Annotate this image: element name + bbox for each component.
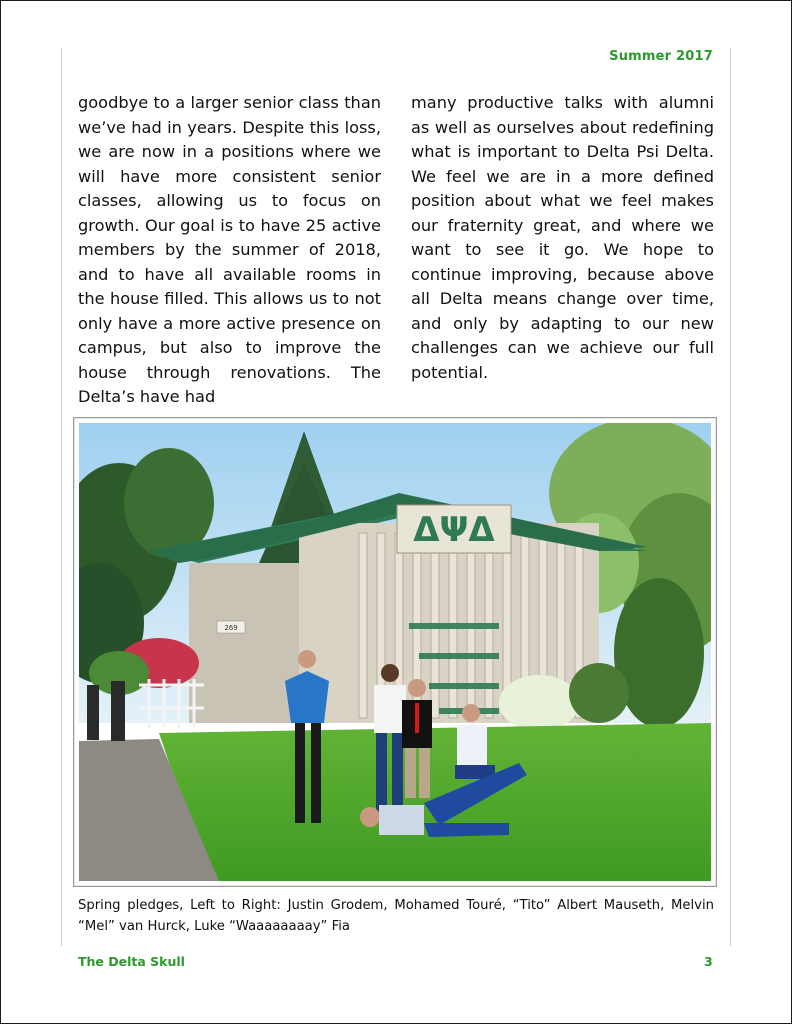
fraternity-house-photo: [79, 423, 711, 881]
right-margin-rule: [730, 48, 731, 946]
publication-name: The Delta Skull: [78, 954, 185, 969]
page-number: 3: [704, 954, 713, 969]
left-margin-rule: [61, 48, 62, 946]
house-number: 269: [224, 624, 238, 632]
photo-frame: [73, 417, 717, 887]
article-column-right: many productive talks with alumni as well as ourselves about redefining what is important to Delta Psi Delta. We feel we are in a more defined position about what we feel makes our fraternity great, and where we want to see it go. We hope to continue improving, because above all Delta means change over time, and only by adapting to our new challenges can we achieve our full potential.: [411, 93, 714, 382]
photo-caption: Spring pledges, Left to Right: Justin Grodem, Mohamed Touré, “Tito” Albert Mauseth, Melvin “Mel” van Hurck, Luke “Waaaaaaaay” Fia: [78, 898, 714, 934]
sign-letters: ΔΨΔ: [413, 510, 495, 550]
article-column-left: goodbye to a larger senior class than we’ve had in years. Despite this loss, we are now in a positions where we will have more consistent senior classes, allowing us to focus on growth. Our goal is to have 25 active members by the summer of 2018, and to have all available rooms in the house filled. This allows us to not only have a more active presence on campus, but also to improve the house through renovations. The Delta’s have had: [78, 93, 381, 406]
issue-date: Summer 2017: [609, 49, 713, 64]
